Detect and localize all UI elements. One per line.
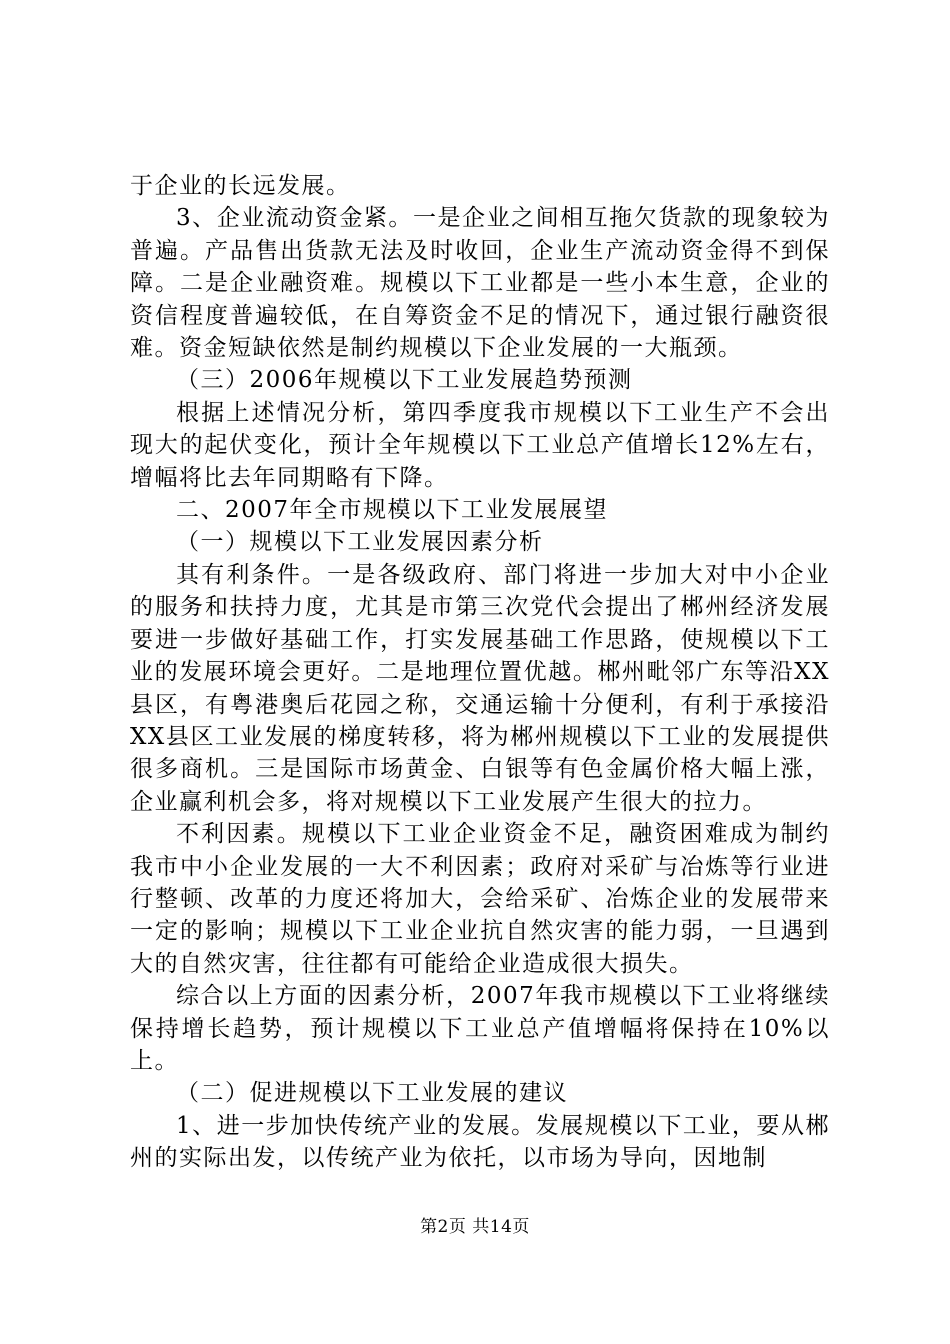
section-heading-suggestions: （二）促进规模以下工业发展的建议	[176, 1080, 568, 1107]
page-footer: 第2页 共14页	[420, 1217, 530, 1237]
section-heading-2007-outlook: 二、2007年全市规模以下工业发展展望	[176, 497, 609, 524]
paragraph-4: 其有利条件。一是各级政府、部门将进一步加大对中小企业的服务和扶持力度，尤其是市第三次党代会提出了郴州经济发展要进一步做好基础工作，打实发展基础工作思路，使规模以下工业的发展环境会更好。二是地理位置优越。郴州毗邻广东等沿XX县区，有粤港奥后花园之称，交通运输十分便利，有利于承接沿XX县区工业发展的梯度转移，将为郴州规模以下工业的发展提供很多商机。三是国际市场黄金、白银等有色金属价格大幅上涨，企业赢利机会多，将对规模以下工业发展产生很大的拉力。	[130, 561, 830, 815]
paragraph-6: 综合以上方面的因素分析，2007年我市规模以下工业将继续保持增长趋势，预计规模以下工业总产值增幅将保持在10%以上。	[130, 983, 830, 1074]
document-body	[130, 170, 830, 1175]
paragraph-5: 不利因素。规模以下工业企业资金不足，融资困难成为制约我市中小企业发展的一大不利因素；政府对采矿与冶炼等行业进行整顿、改革的力度还将加大，会给采矿、冶炼企业的发展带来一定的影响；规模以下工业企业抗自然灾害的能力弱，一旦遇到大的自然灾害，往往都有可能给企业造成很大损失。	[130, 821, 830, 977]
paragraph-2: 3、企业流动资金紧。一是企业之间相互拖欠货款的现象较为普遍。产品售出货款无法及时收回，企业生产流动资金得不到保障。二是企业融资难。规模以下工业都是一些小本生意，企业的资信程度普遍较低，在自筹资金不足的情况下，通过银行融资很难。资金短缺依然是制约规模以下企业发展的一大瓶颈。	[130, 205, 830, 362]
paragraph-3: 根据上述情况分析，第四季度我市规模以下工业生产不会出现大的起伏变化，预计全年规模以下工业总产值增长12%左右，增幅将比去年同期略有下降。	[130, 399, 830, 491]
paragraph-7: 1、进一步加快传统产业的发展。发展规模以下工业，要从郴州的实际出发，以传统产业为依托，以市场为导向，因地制	[130, 1112, 830, 1172]
section-heading-factor-analysis: （一）规模以下工业发展因素分析	[176, 529, 544, 556]
paragraph-1: 于企业的长远发展。	[130, 173, 351, 199]
section-heading-trend-forecast: （三）2006年规模以下工业发展趋势预测	[176, 367, 633, 394]
